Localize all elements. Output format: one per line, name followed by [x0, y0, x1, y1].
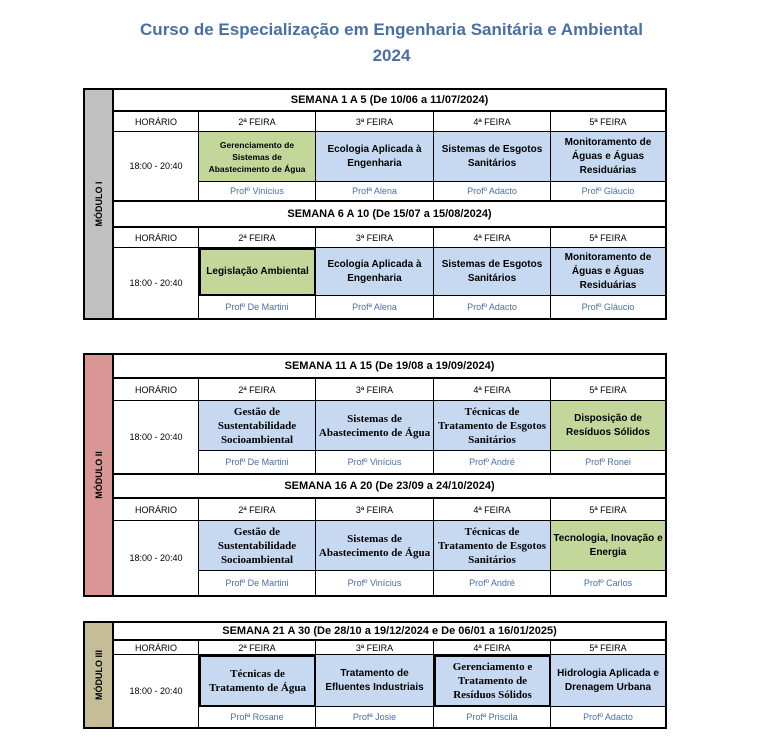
week-header: SEMANA 21 A 30 (De 28/10 a 19/12/2024 e De 06/01 a 16/01/2025) — [114, 623, 665, 641]
professor-name: Profº Vinícius — [316, 451, 434, 475]
document-year: 2024 — [372, 46, 411, 65]
time-column-header: HORÁRIO — [114, 112, 199, 132]
subject-cell: Técnicas de Tratamento de Esgotos Sanitários — [434, 521, 551, 571]
time-column-header: HORÁRIO — [114, 228, 199, 248]
professor-name: Profª Rosane — [199, 707, 316, 727]
day-column-header: 5ª FEIRA — [551, 641, 665, 655]
professor-name: Profº De Martini — [199, 571, 316, 595]
subject-cell: Sistemas de Abastecimento de Água — [316, 401, 434, 451]
subject-cell: Monitoramento de Águas e Águas Residuárias — [551, 248, 665, 296]
module-label-cell — [85, 355, 114, 595]
day-column-header: 2ª FEIRA — [199, 641, 316, 655]
professor-name: Profª Priscila — [434, 707, 551, 727]
day-column-header: 2ª FEIRA — [199, 379, 316, 401]
time-slot: 18:00 - 20:40 — [114, 248, 199, 318]
time-slot: 18:00 - 20:40 — [114, 655, 199, 727]
time-slot: 18:00 - 20:40 — [114, 132, 199, 202]
professor-name: Profº André — [434, 571, 551, 595]
week-header: SEMANA 6 A 10 (De 15/07 a 15/08/2024) — [114, 202, 665, 228]
professor-name: Profº Vinícius — [199, 182, 316, 202]
week-header: SEMANA 11 A 15 (De 19/08 a 19/09/2024) — [114, 355, 665, 379]
subject-cell: Tecnologia, Inovação e Energia — [551, 521, 665, 571]
subject-cell: Sistemas de Esgotos Sanitários — [434, 248, 551, 296]
time-slot: 18:00 - 20:40 — [114, 401, 199, 475]
professor-name: Profº De Martini — [199, 296, 316, 318]
professor-name: Profª Alena — [316, 182, 434, 202]
week-header: SEMANA 1 A 5 (De 10/06 a 11/07/2024) — [114, 90, 665, 112]
subject-cell: Legislação Ambiental — [199, 248, 316, 296]
week-header: SEMANA 16 A 20 (De 23/09 a 24/10/2024) — [114, 475, 665, 499]
professor-name: Profº Ronei — [551, 451, 665, 475]
professor-name: Profº De Martini — [199, 451, 316, 475]
subject-cell: Técnicas de Tratamento de Água — [199, 655, 316, 707]
subject-cell: Sistemas de Esgotos Sanitários — [434, 132, 551, 182]
day-column-header: 5ª FEIRA — [551, 112, 665, 132]
day-column-header: 3ª FEIRA — [316, 379, 434, 401]
professor-name: Profº Vinícius — [316, 571, 434, 595]
module-block — [83, 621, 667, 729]
module-label: MÓDULO I — [93, 181, 104, 227]
subject-cell: Técnicas de Tratamento de Esgotos Sanitários — [434, 401, 551, 451]
subject-cell: Monitoramento de Águas e Águas Residuárias — [551, 132, 665, 182]
subject-cell: Gestão de Sustentabilidade Socioambiental — [199, 401, 316, 451]
day-column-header: 3ª FEIRA — [316, 499, 434, 521]
time-column-header: HORÁRIO — [114, 641, 199, 655]
professor-name: Profº Gláucio — [551, 182, 665, 202]
subject-cell: Sistemas de Abastecimento de Água — [316, 521, 434, 571]
subject-cell: Gerenciamento e Tratamento de Resíduos Sólidos — [434, 655, 551, 707]
professor-name: Profº Adacto — [434, 182, 551, 202]
time-column-header: HORÁRIO — [114, 499, 199, 521]
day-column-header: 5ª FEIRA — [551, 379, 665, 401]
day-column-header: 2ª FEIRA — [199, 112, 316, 132]
professor-name: Profº Adacto — [583, 712, 633, 722]
day-column-header: 2ª FEIRA — [199, 499, 316, 521]
day-column-header: 3ª FEIRA — [316, 228, 434, 248]
professor-name: Profº Gláucio — [581, 302, 635, 312]
subject-cell: Disposição de Resíduos Sólidos — [551, 401, 665, 451]
day-column-header: 5ª FEIRA — [551, 228, 665, 248]
day-column-header: 2ª FEIRA — [199, 228, 316, 248]
module-block — [83, 88, 667, 320]
day-column-header: 3ª FEIRA — [316, 641, 434, 655]
document-title: Curso de Especialização em Engenharia Sanitária e Ambiental — [140, 20, 643, 39]
day-column-header: 4ª FEIRA — [434, 112, 551, 132]
professor-name: Profº Adacto — [434, 296, 551, 318]
day-column-header: 4ª FEIRA — [434, 641, 551, 655]
module-label-cell — [85, 90, 114, 318]
day-column-header: 3ª FEIRA — [316, 112, 434, 132]
time-slot: 18:00 - 20:40 — [114, 521, 199, 595]
time-column-header: HORÁRIO — [114, 379, 199, 401]
professor-name: Profº Carlos — [583, 578, 633, 588]
day-column-header: 4ª FEIRA — [434, 228, 551, 248]
day-column-header: 4ª FEIRA — [434, 379, 551, 401]
subject-cell: Hidrologia Aplicada e Drenagem Urbana — [551, 655, 665, 707]
module-block — [83, 353, 667, 597]
professor-name: Profª Josie — [316, 707, 434, 727]
subject-cell: Gerenciamento de Sistemas de Abastecimento de Água — [199, 132, 316, 182]
professor-name: Profª Alena — [316, 296, 434, 318]
subject-cell: Tratamento de Efluentes Industriais — [316, 655, 434, 707]
module-label: MÓDULO III — [93, 650, 104, 700]
professor-name: Profº André — [434, 451, 551, 475]
module-label-cell — [85, 623, 114, 727]
module-label: MÓDULO II — [93, 451, 104, 499]
day-column-header: 5ª FEIRA — [551, 499, 665, 521]
subject-cell: Ecologia Aplicada à Engenharia — [316, 248, 434, 296]
subject-cell: Gestão de Sustentabilidade Socioambiental — [199, 521, 316, 571]
subject-cell: Ecologia Aplicada à Engenharia — [316, 132, 434, 182]
day-column-header: 4ª FEIRA — [434, 499, 551, 521]
